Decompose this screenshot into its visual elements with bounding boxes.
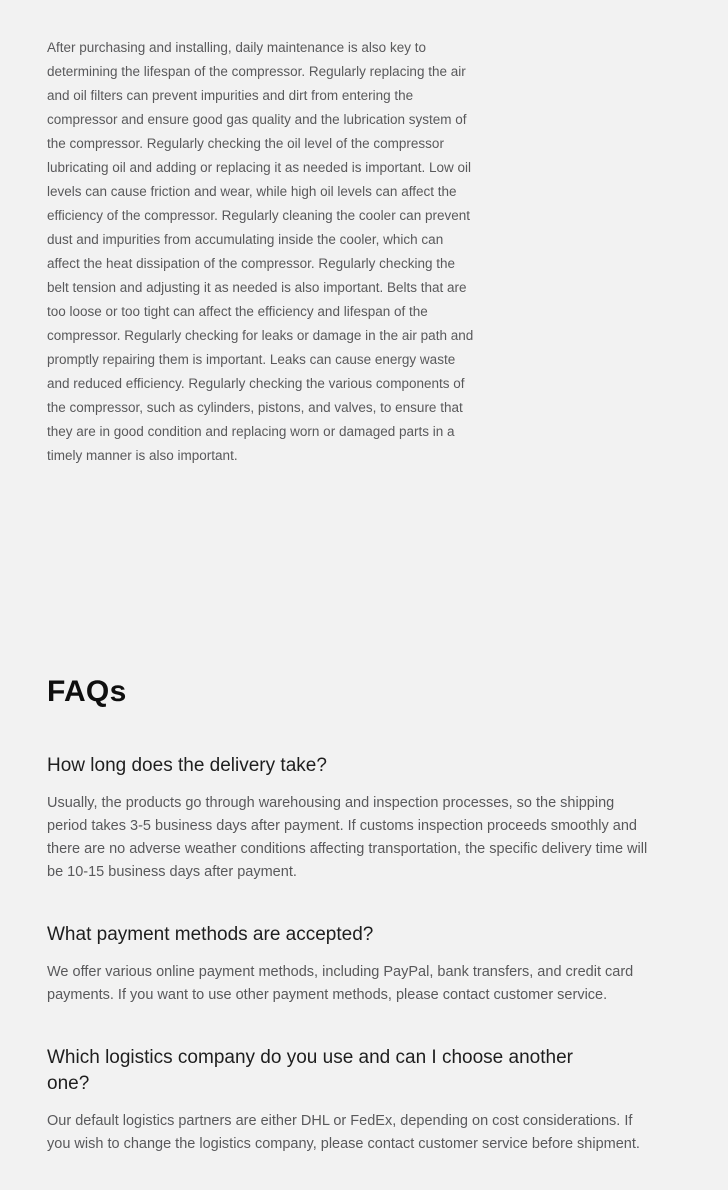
faq-question-payment: What payment methods are accepted?: [47, 924, 374, 945]
faqs-heading: FAQs: [47, 675, 127, 708]
faq-item-payment: [47, 922, 653, 1007]
faq-answer-logistics: Our default logistics partners are either DHL or FedEx, depending on cost considerations. If you wish to change the logistics company, please contact customer service before shipment.: [47, 1113, 640, 1152]
faq-answer-delivery: Usually, the products go through warehousing and inspection processes, so the shipping period takes 3-5 business days after payment. If customs inspection proceeds smoothly and there are no adverse weather conditions affecting transportation, the specific delivery time will be 10-15 business days after payment.: [47, 795, 648, 880]
faq-item-delivery: [47, 753, 653, 884]
faq-question-delivery: How long does the delivery take?: [47, 755, 327, 776]
faq-question-logistics: Which logistics company do you use and can I choose another one?: [47, 1047, 573, 1094]
faq-answer-payment: We offer various online payment methods, including PayPal, bank transfers, and credit card payments. If you want to use other payment methods, please contact customer service.: [47, 964, 634, 1003]
faq-item-logistics: [47, 1045, 653, 1156]
maintenance-paragraph: After purchasing and installing, daily maintenance is also key to determining the lifespan of the compressor. Regularly replacing the air and oil filters can prevent impurities and dirt from entering the compressor and ensure good gas quality and the lubrication system of the compressor. Regularly checking the oil level of the compressor lubricating oil and adding or replacing it as needed is important. Low oil levels can cause friction and wear, while high oil levels can affect the efficiency of the compressor. Regularly cleaning the cooler can prevent dust and impurities from accumulating inside the cooler, which can affect the heat dissipation of the compressor. Regularly checking the belt tension and adjusting it as needed is also important. Belts that are too loose or too tight can affect the efficiency and lifespan of the compressor. Regularly checking for leaks or damage in the air path and promptly repairing them is important. Leaks can cause energy waste and reduced efficiency. Regularly checking the various components of the compressor, such as cylinders, pistons, and valves, to ensure that they are in good condition and replacing worn or damaged parts in a timely manner is also important.: [47, 40, 474, 463]
